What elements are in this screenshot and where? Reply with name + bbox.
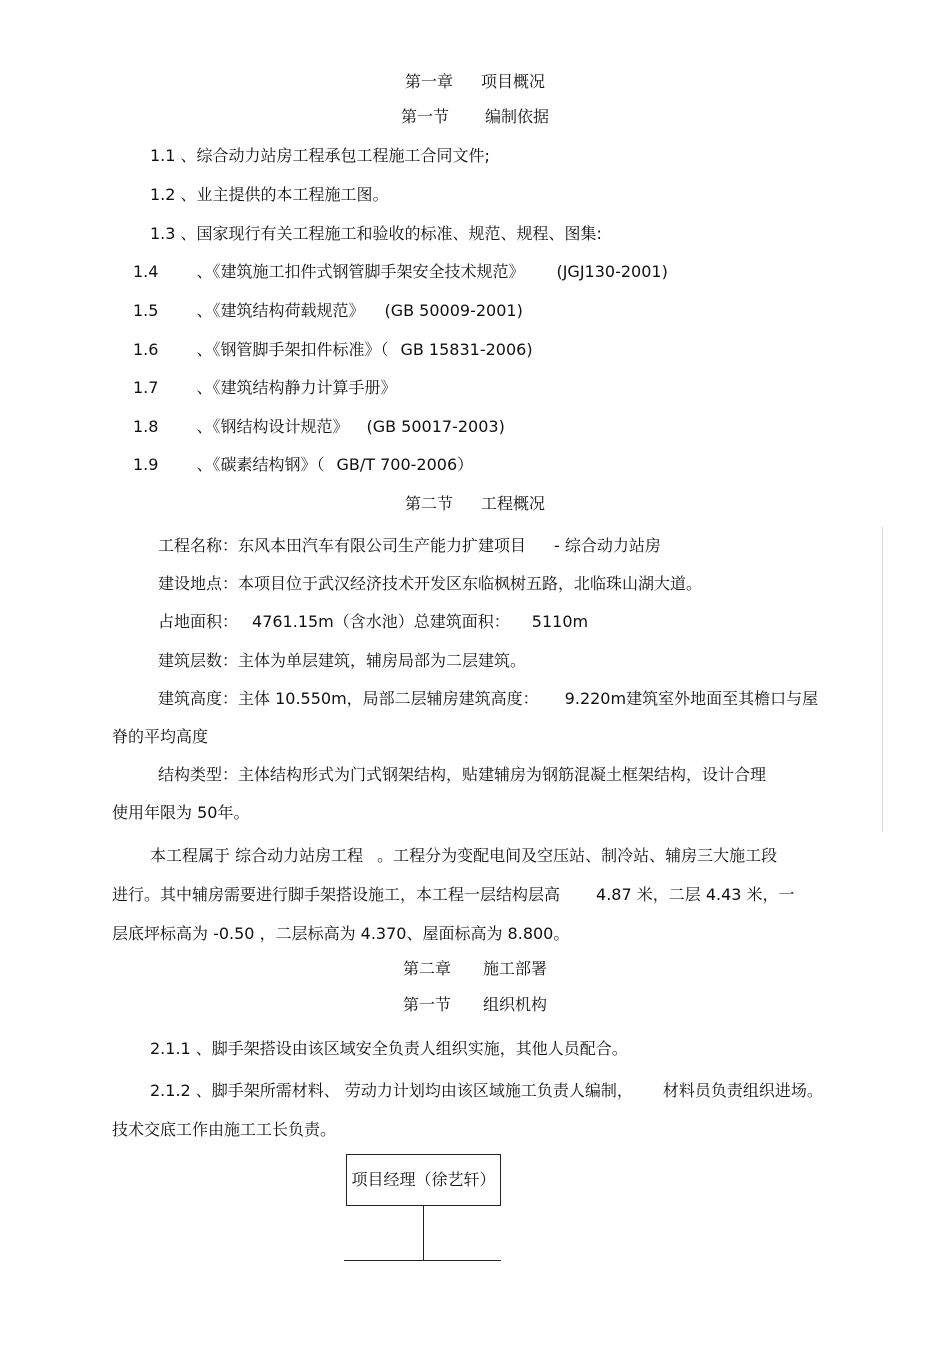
chapter-2-title: 第二章 bbox=[402, 959, 451, 978]
standard-title: 、《建筑结构荷载规范》 bbox=[196, 301, 365, 320]
standard-item-1.8 bbox=[133, 417, 505, 437]
standard-item-1.5 bbox=[133, 301, 523, 321]
project-structure-cont: 使用年限为 50年。 bbox=[112, 803, 250, 822]
standard-item-1.7 bbox=[133, 378, 396, 398]
section-3-heading bbox=[0, 995, 950, 1015]
project-height bbox=[158, 689, 818, 709]
project-floors: 建筑层数：主体为单层建筑，辅房局部为二层建筑。 bbox=[158, 651, 527, 670]
scope-line-3: 层底坪标高为 -0.50 ，二层标高为 4.370、屋面标高为 8.800。 bbox=[112, 924, 570, 943]
standard-item-1.4 bbox=[133, 262, 668, 282]
area-label: 占地面积： bbox=[158, 612, 239, 631]
basis-item-3: 1.3 、国家现行有关工程施工和验收的标准、规范、规程、图集: bbox=[150, 224, 602, 243]
area-value: 4761.15m（含水池）总建筑面积： bbox=[252, 612, 510, 631]
section-2-name: 工程概况 bbox=[481, 494, 546, 513]
scope-line-1 bbox=[150, 846, 777, 866]
project-height-cont: 脊的平均高度 bbox=[112, 727, 209, 746]
org-item-2.1.2-cont: 技术交底工作由施工工长负责。 bbox=[112, 1120, 337, 1139]
standard-title: 、《钢结构设计规范》 bbox=[196, 417, 349, 436]
project-area bbox=[158, 612, 588, 632]
chapter-1-heading bbox=[0, 72, 950, 92]
project-name bbox=[158, 536, 661, 556]
org-chart-project-manager-box: 项目经理（徐艺轩） bbox=[346, 1154, 501, 1206]
standard-code: GB/T 700-2006） bbox=[336, 455, 474, 474]
section-1-title: 第一节 bbox=[400, 107, 449, 126]
scope-line-2 bbox=[112, 885, 795, 905]
section-2-heading bbox=[0, 494, 950, 514]
standard-title: 、《钢管脚手架扣件标准》（ bbox=[196, 340, 389, 359]
standard-num: 1.4 bbox=[133, 262, 159, 281]
section-1-heading bbox=[0, 107, 950, 127]
chapter-1-name: 项目概况 bbox=[481, 72, 546, 91]
total-area-value: 5110m bbox=[531, 612, 589, 631]
org-chart-horizontal-connector bbox=[344, 1260, 501, 1261]
basis-item-2: 1.2 、业主提供的本工程施工图。 bbox=[150, 185, 389, 204]
scope-line-2-a: 进行。其中辅房需要进行脚手架搭设施工，本工程一层结构层高 bbox=[112, 885, 561, 904]
standard-code: (GB 50017-2003) bbox=[366, 417, 505, 436]
project-location: 建设地点：本项目位于武汉经济技术开发区东临枫树五路，北临珠山湖大道。 bbox=[158, 574, 703, 593]
basis-item-1: 1.1 、综合动力站房工程承包工程施工合同文件; bbox=[150, 146, 490, 165]
margin-line bbox=[882, 527, 883, 832]
section-3-title: 第一节 bbox=[402, 995, 451, 1014]
chapter-2-name: 施工部署 bbox=[483, 959, 548, 978]
height-sub: 9.220m建筑室外地面至其檐口与屋 bbox=[564, 689, 819, 708]
scope-line-2-b: 4.87 米，二层 4.43 米，一 bbox=[596, 885, 795, 904]
standard-num: 1.6 bbox=[133, 340, 159, 359]
project-structure: 结构类型：主体结构形式为门式钢架结构，贴建辅房为钢筋混凝土框架结构，设计合理 bbox=[158, 765, 767, 784]
chapter-2-heading bbox=[0, 959, 950, 979]
section-1-name: 编制依据 bbox=[485, 107, 550, 126]
scope-line-1-b: 。工程分为变配电间及空压站、制冷站、辅房三大施工段 bbox=[377, 846, 778, 865]
standard-title: 、《建筑结构静力计算手册》 bbox=[196, 378, 397, 397]
standard-num: 1.8 bbox=[133, 417, 159, 436]
standard-title: 、《建筑施工扣件式钢管脚手架安全技术规范》 bbox=[196, 262, 525, 281]
chapter-1-title: 第一章 bbox=[404, 72, 453, 91]
org-item-2.1.2-b: 材料员负责组织进场。 bbox=[662, 1081, 823, 1100]
org-chart-vertical-connector bbox=[423, 1206, 424, 1261]
project-name-main: 工程名称：东风本田汽车有限公司生产能力扩建项目 bbox=[158, 536, 527, 555]
standard-code: GB 15831-2006) bbox=[400, 340, 533, 359]
standard-item-1.6 bbox=[133, 340, 533, 360]
org-item-2.1.2 bbox=[150, 1081, 823, 1101]
standard-item-1.9 bbox=[133, 455, 473, 475]
org-item-2.1.2-a: 2.1.2 、脚手架所需材料、 劳动力计划均由该区域施工负责人编制， bbox=[150, 1081, 633, 1100]
standard-code: (JGJ130-2001) bbox=[556, 262, 668, 281]
section-2-title: 第二节 bbox=[404, 494, 453, 513]
standard-num: 1.9 bbox=[133, 455, 159, 474]
org-item-2.1.1: 2.1.1 、脚手架搭设由该区域安全负责人组织实施，其他人员配合。 bbox=[150, 1039, 628, 1058]
standard-num: 1.7 bbox=[133, 378, 159, 397]
project-name-sub: - 综合动力站房 bbox=[554, 536, 661, 555]
standard-code: (GB 50009-2001) bbox=[384, 301, 523, 320]
standard-num: 1.5 bbox=[133, 301, 159, 320]
scope-line-1-a: 本工程属于 综合动力站房工程 bbox=[150, 846, 364, 865]
height-main: 建筑高度：主体 10.550m，局部二层辅房建筑高度： bbox=[158, 689, 539, 708]
section-3-name: 组织机构 bbox=[483, 995, 548, 1014]
standard-title: 、《碳素结构钢》（ bbox=[196, 455, 325, 474]
